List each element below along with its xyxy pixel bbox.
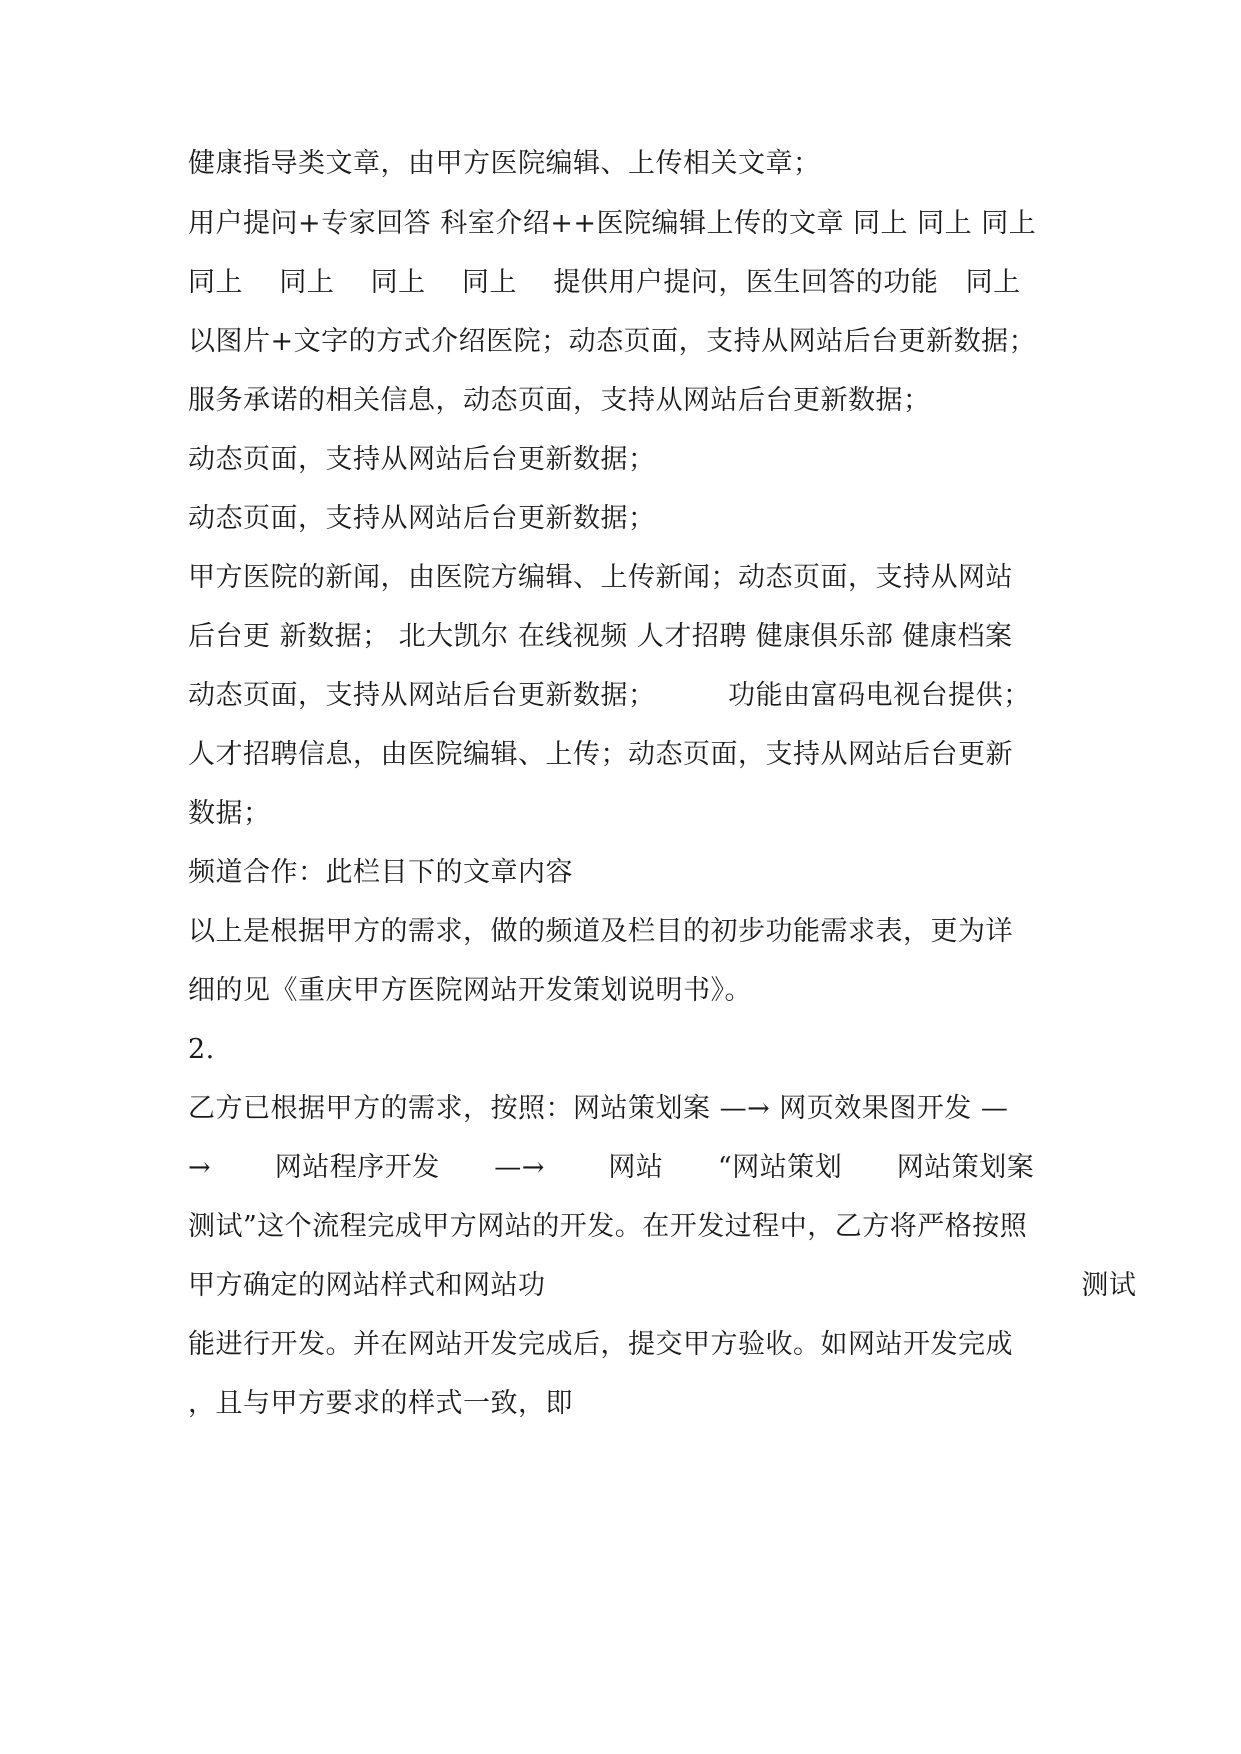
text-line: 后台更 新数据； 北大凯尔 在线视频 人才招聘 健康俱乐部 健康档案	[188, 621, 1013, 652]
text-line: 以图片+文字的方式介绍医院；动态页面，支持从网站后台更新数据；	[188, 326, 1037, 357]
text-line: 人才招聘信息，由医院编辑、上传；动态页面，支持从网站后台更新	[188, 739, 1013, 770]
text-line: 频道合作：此栏目下的文章内容	[188, 857, 573, 888]
section-number: 2.	[188, 1034, 215, 1065]
text-line: → 网站程序开发 —→ 网站 “网站策划 网站策划案	[188, 1152, 1035, 1183]
text-line: 用户提问+专家回答 科室介绍++医院编辑上传的文章 同上 同上 同上	[188, 208, 1037, 239]
text-line: 动态页面，支持从网站后台更新数据；	[188, 444, 656, 475]
text-line: 测试”这个流程完成甲方网站的开发。在开发过程中，乙方将严格按照	[188, 1211, 1028, 1242]
text-line: 细的见《重庆甲方医院网站开发策划说明书》。	[188, 975, 752, 1006]
text-line: 乙方已根据甲方的需求，按照：网站策划案 —→ 网页效果图开发 —	[188, 1093, 1009, 1124]
text-line: 甲方医院的新闻，由医院方编辑、上传新闻；动态页面，支持从网站	[188, 562, 1013, 593]
text-line: 服务承诺的相关信息，动态页面，支持从网站后台更新数据；	[188, 385, 931, 416]
text-line: 健康指导类文章，由甲方医院编辑、上传相关文章；	[188, 148, 821, 179]
text-line: 数据；	[188, 798, 271, 829]
text-line: 能进行开发。并在网站开发完成后，提交甲方验收。如网站开发完成	[188, 1329, 1013, 1360]
text-line: 动态页面，支持从网站后台更新数据；	[188, 503, 656, 534]
text-line: 动态页面，支持从网站后台更新数据； 功能由富码电视台提供；	[188, 680, 1031, 711]
text-line: 甲方确定的网站样式和网站功 测试	[188, 1270, 1137, 1301]
text-line: ，且与甲方要求的样式一致，即	[188, 1388, 573, 1419]
text-line: 以上是根据甲方的需求，做的频道及栏目的初步功能需求表，更为详	[188, 916, 1013, 947]
text-line: 同上 同上 同上 同上 提供用户提问，医生回答的功能 同上	[188, 267, 1021, 298]
